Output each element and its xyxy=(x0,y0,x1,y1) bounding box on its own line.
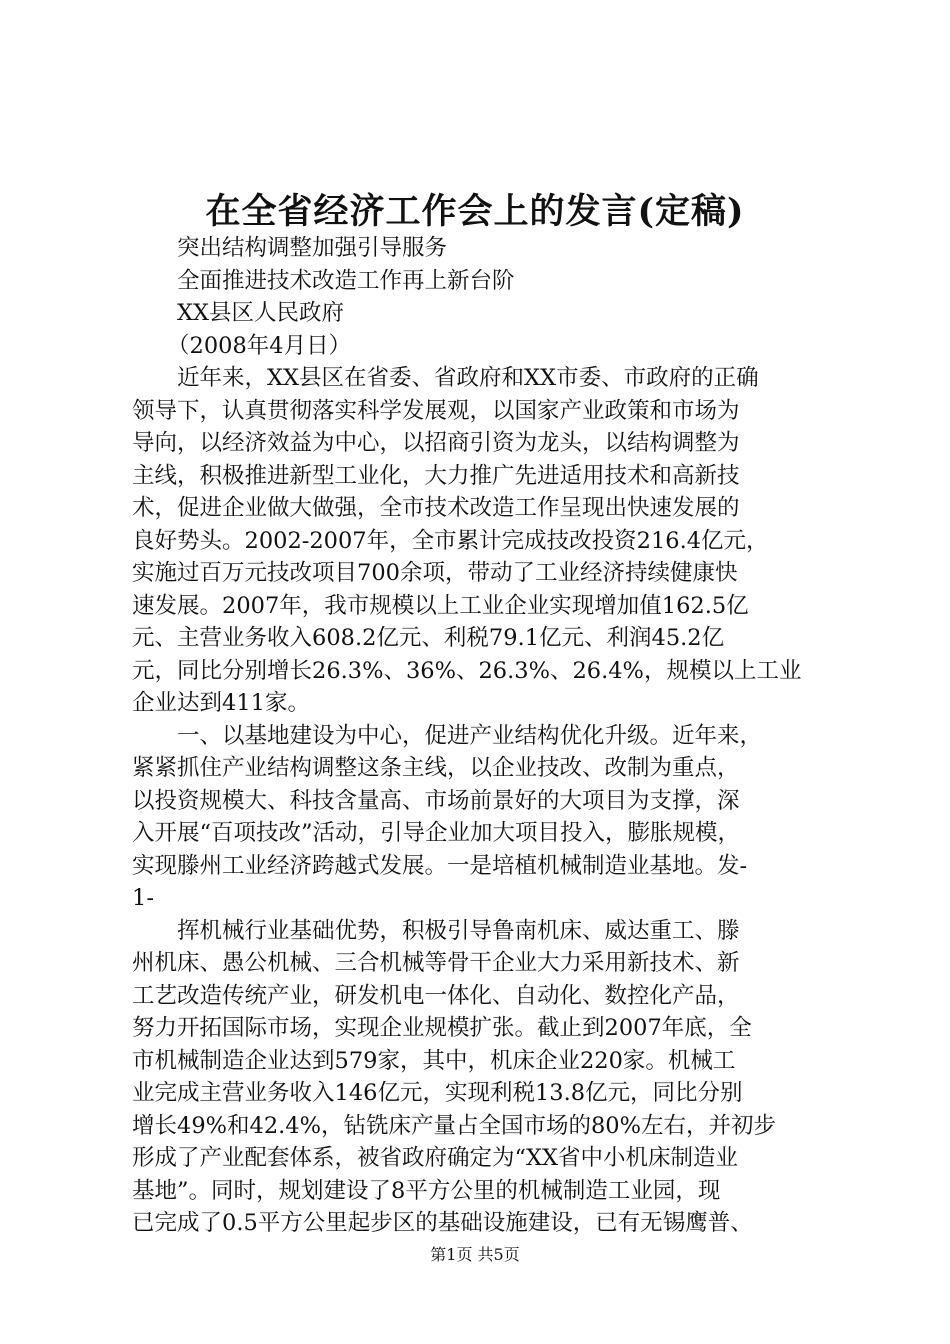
paragraph-line: 近年来，XX县区在省委、省政府和XX市委、市政府的正确 xyxy=(177,365,759,391)
subheading-structure: 突出结构调整加强引导服务 xyxy=(177,235,448,261)
paragraph-line: 入开展“百项技改”活动，引导企业加大项目投入，膨胀规模， xyxy=(132,820,741,846)
paragraph-line: 良好势头。2002-2007年，全市累计完成技改投资216.4亿元， xyxy=(132,527,769,554)
paragraph-line: 元，同比分别增长26.3%、36%、26.3%、26.4%，规模以上工业 xyxy=(132,657,802,684)
paragraph-line: 基地”。同时，规划建设了8平方公里的机械制造工业园，现 xyxy=(132,1177,721,1204)
paragraph-line: 形成了产业配套体系，被省政府确定为“XX省中小机床制造业 xyxy=(132,1145,739,1171)
paragraph-line: 实现滕州工业经济跨越式发展。一是培植机械制造业基地。发- xyxy=(132,852,748,879)
paragraph-line: 以投资规模大、科技含量高、市场前景好的大项目为支撑，深 xyxy=(132,787,740,814)
paragraph-line: 业完成主营业务收入146亿元，实现利税13.8亿元，同比分别 xyxy=(132,1080,743,1106)
document-title: 在全省经济工作会上的发言(定稿) xyxy=(205,191,745,232)
paragraph-line: 州机床、愚公机械、三合机械等骨干企业大力采用新技术、新 xyxy=(132,950,740,976)
paragraph-line: 实施过百万元技改项目700余项，带动了工业经济持续健康快 xyxy=(132,560,738,586)
paragraph-line: 工艺改造传统产业，研发机电一体化、自动化、数控化产品， xyxy=(132,982,740,1009)
paragraph-line: 领导下，认真贯彻落实科学发展观，以国家产业政策和市场为 xyxy=(132,397,740,424)
paragraph-line: 已完成了0.5平方公里起步区的基础设施建设，已有无锡鹰普、 xyxy=(132,1210,753,1236)
paragraph-line: 紧紧抓住产业结构调整这条主线，以企业技改、改制为重点， xyxy=(132,755,740,781)
document-body xyxy=(132,232,832,1240)
paragraph-line: 一、以基地建设为中心，促进产业结构优化升级。近年来， xyxy=(177,722,763,749)
subheading-tech-upgrade: 全面推进技术改造工作再上新台阶 xyxy=(177,267,515,294)
date-line: （2008年4月日） xyxy=(167,332,352,359)
paragraph-line: 1- xyxy=(132,885,154,911)
author-line: XX县区人民政府 xyxy=(177,300,345,326)
paragraph-line: 元、主营业务收入608.2亿元、利税79.1亿元、利润45.2亿 xyxy=(132,625,725,651)
paragraph-line: 导向，以经济效益为中心，以招商引资为龙头，以结构调整为 xyxy=(132,430,740,456)
paragraph-line: 速发展。2007年，我市规模以上工业企业实现增加值162.5亿 xyxy=(132,592,749,619)
paragraph-line: 主线，积极推进新型工业化，大力推广先进适用技术和高新技 xyxy=(132,462,740,489)
paragraph-line: 挥机械行业基础优势，积极引导鲁南机床、威达重工、滕 xyxy=(177,917,740,944)
paragraph-line: 努力开拓国际市场，实现企业规模扩张。截止到2007年底，全 xyxy=(132,1015,752,1041)
paragraph-line: 市机械制造企业达到579家，其中，机床企业220家。机械工 xyxy=(132,1047,736,1074)
page-footer: 第1页 共5页 xyxy=(430,1245,520,1264)
paragraph-line: 增长49%和42.4%，钻铣床产量占全国市场的80%左右，并初步 xyxy=(132,1112,776,1139)
paragraph-line: 企业达到411家。 xyxy=(132,690,310,716)
paragraph-line: 术，促进企业做大做强，全市技术改造工作呈现出快速发展的 xyxy=(132,495,740,521)
